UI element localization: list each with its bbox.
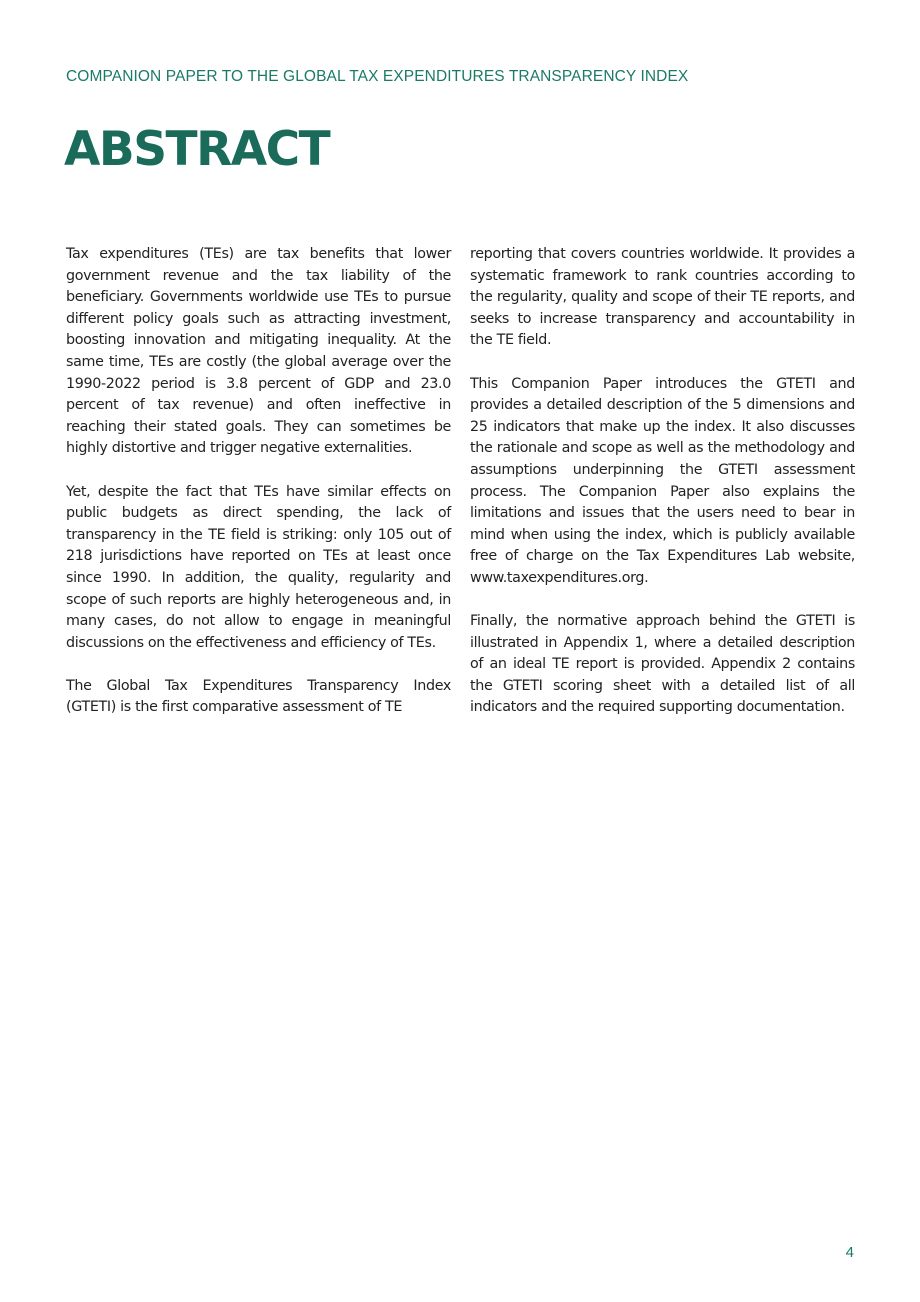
left-column — [66, 244, 451, 741]
abstract-body — [66, 244, 855, 741]
running-header: COMPANION PAPER TO THE GLOBAL TAX EXPENDITURES TRANSPARENCY INDEX — [66, 68, 689, 85]
page-number: 4 — [845, 1244, 854, 1261]
right-column — [470, 244, 855, 741]
abstract-paragraph: Finally, the normative approach behind the GTETI is illustrated in Appendix 1, where a detailed description of an ideal TE report is provided. Appendix 2 contains the GTETI scoring sheet with a detailed list of all indicators and the required supporting documentation. — [470, 613, 855, 716]
abstract-paragraph: Tax expenditures (TEs) are tax benefits that lower government revenue and the tax liability of the beneficiary. Governments worldwide use TEs to pursue different policy goals such as attracting investment, boosting innovation and mitigating inequality. At the same time, TEs are costly (the global average over the 1990-2022 period is 3.8 percent of GDP and 23.0 percent of tax revenue) and often ineffective in reaching their stated goals. They can sometimes be highly distortive and trigger negative externalities. — [66, 246, 451, 457]
abstract-paragraph: reporting that covers countries worldwide. It provides a systematic framework to rank countries according to the regularity, quality and scope of their TE reports, and seeks to increase transparency and accountability in the TE field. — [470, 246, 855, 349]
abstract-paragraph: The Global Tax Expenditures Transparency Index (GTETI) is the first comparative assessment of TE — [66, 677, 451, 716]
abstract-paragraph: Yet, despite the fact that TEs have similar effects on public budgets as direct spending, the lack of transparency in the TE field is striking: only 105 out of 218 jurisdictions have reported on TEs at least once since 1990. In addition, the quality, regularity and scope of such reports are highly heterogeneous and, in many cases, do not allow to engage in meaningful discussions on the effectiveness and efficiency of TEs. — [66, 483, 451, 651]
abstract-paragraph: This Companion Paper introduces the GTETI and provides a detailed description of the 5 dimensions and 25 indicators that make up the index. It also discusses the rationale and scope as well as the methodology and assumptions underpinning the GTETI assessment process. The Companion Paper also explains the limitations and issues that the users need to bear in mind when using the index, which is publicly available free of charge on the Tax Expenditures Lab website, www.taxexpenditures.org. — [470, 375, 855, 586]
page-title: ABSTRACT — [64, 122, 330, 177]
